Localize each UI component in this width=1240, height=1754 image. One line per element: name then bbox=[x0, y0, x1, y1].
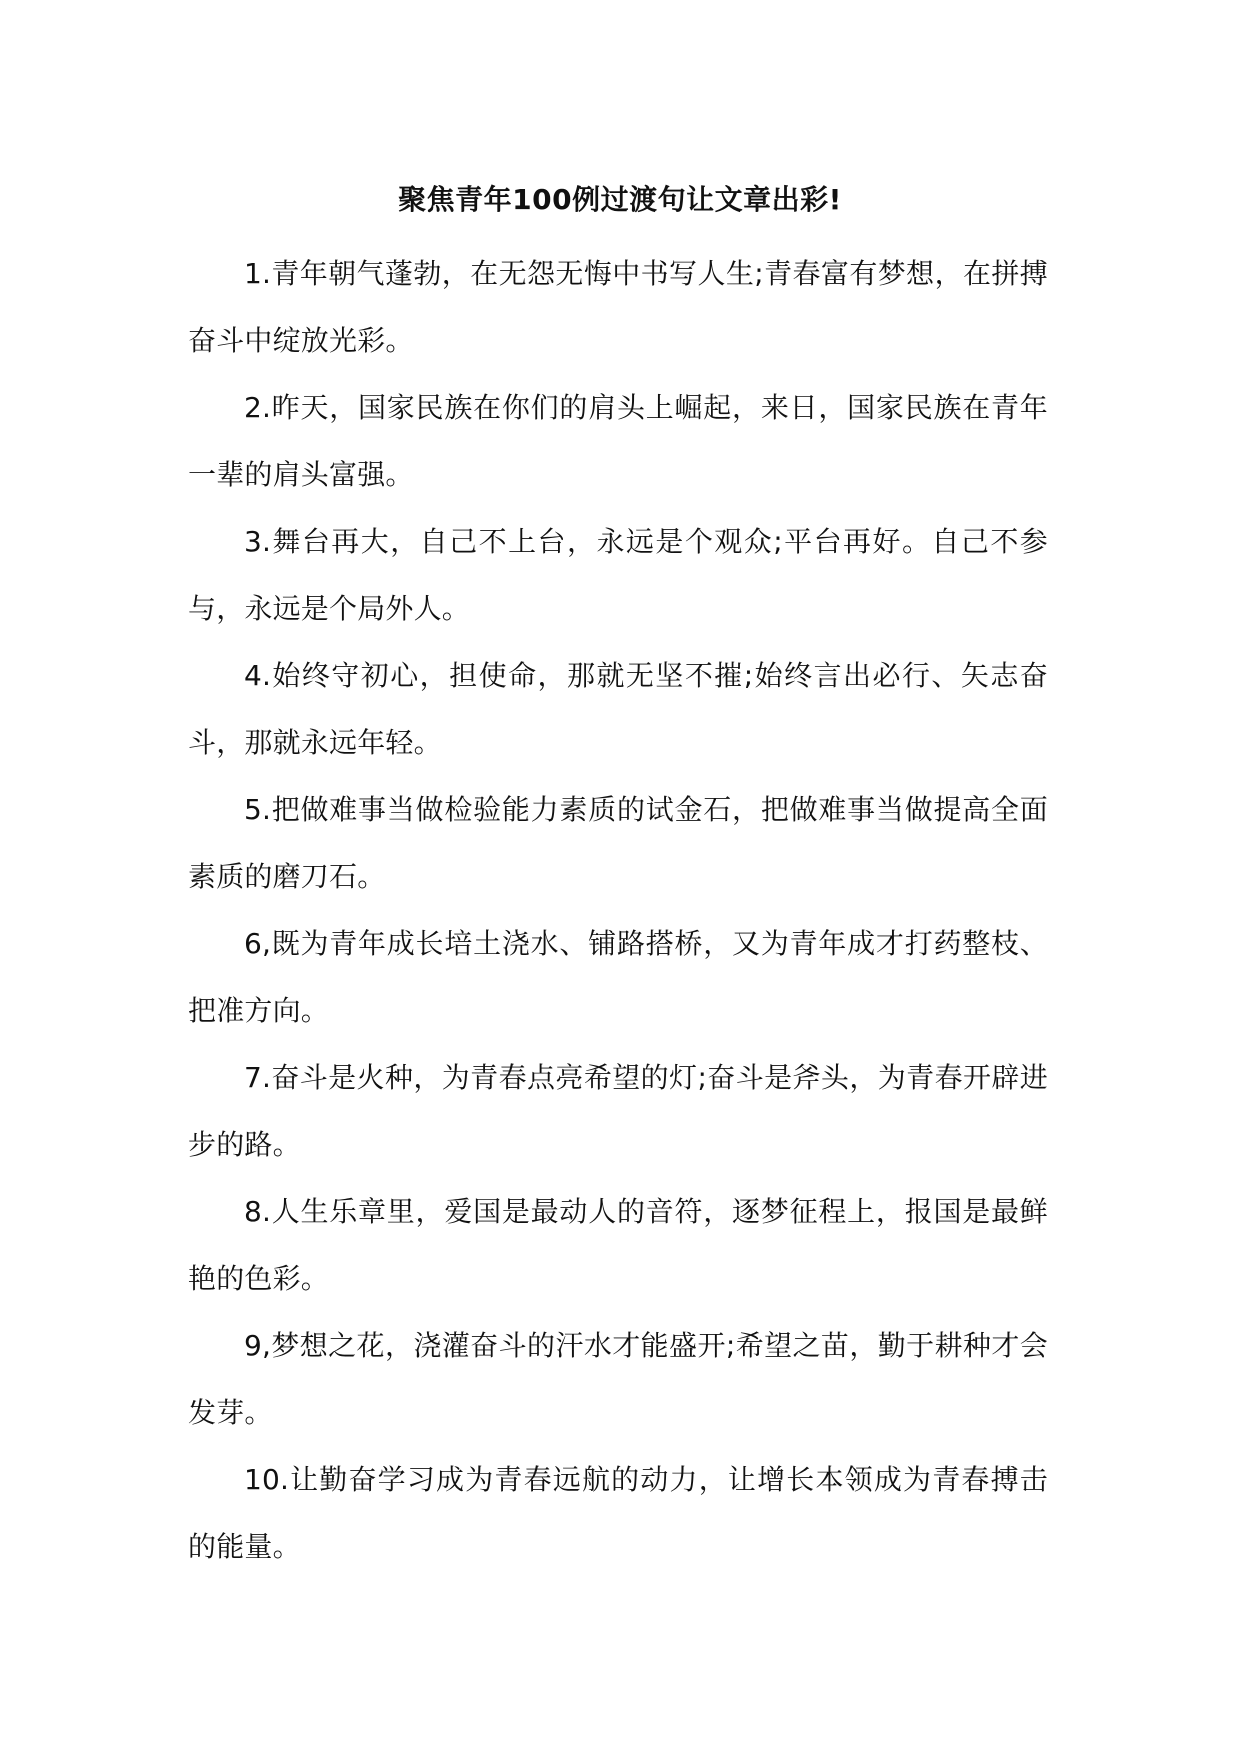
paragraph-3: 3.舞台再大，自己不上台，永远是个观众;平台再好。自己不参与，永远是个局外人。 bbox=[188, 525, 1048, 625]
document-title: 聚焦青年100例过渡句让文章出彩! bbox=[398, 183, 842, 216]
paragraph-6: 6,既为青年成长培土浇水、铺路搭桥，又为青年成才打药整枝、把准方向。 bbox=[188, 927, 1048, 1027]
paragraph-1: 1.青年朝气蓬勃，在无怨无悔中书写人生;青春富有梦想，在拼搏奋斗中绽放光彩。 bbox=[188, 257, 1048, 357]
document-body bbox=[188, 240, 1048, 1580]
paragraph-4: 4.始终守初心，担使命，那就无坚不摧;始终言出必行、矢志奋斗，那就永远年轻。 bbox=[188, 659, 1048, 759]
paragraph-9: 9,梦想之花，浇灌奋斗的汗水才能盛开;希望之苗，勤于耕种才会发芽。 bbox=[188, 1329, 1048, 1429]
paragraph-7: 7.奋斗是火种，为青春点亮希望的灯;奋斗是斧头，为青春开辟进步的路。 bbox=[188, 1061, 1048, 1161]
paragraph-5: 5.把做难事当做检验能力素质的试金石，把做难事当做提高全面素质的磨刀石。 bbox=[188, 793, 1048, 893]
paragraph-10: 10.让勤奋学习成为青春远航的动力，让增长本领成为青春搏击的能量。 bbox=[188, 1463, 1048, 1563]
paragraph-2: 2.昨天，国家民族在你们的肩头上崛起，来日，国家民族在青年一辈的肩头富强。 bbox=[188, 391, 1048, 491]
paragraph-8: 8.人生乐章里，爱国是最动人的音符，逐梦征程上，报国是最鲜艳的色彩。 bbox=[188, 1195, 1048, 1295]
